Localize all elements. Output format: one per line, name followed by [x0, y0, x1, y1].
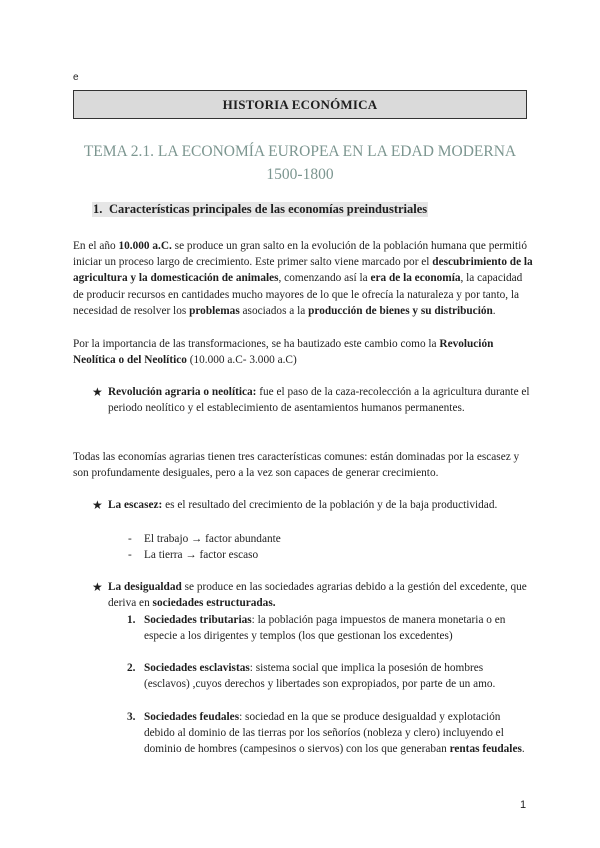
- bold-span: La escasez:: [108, 499, 163, 511]
- bold-span: Revolución Neolítica o del Neolítico: [73, 338, 494, 367]
- bold-span: descubrimiento de la agricultura y la domesticación de animales: [73, 256, 533, 285]
- list-number: 2.: [127, 662, 136, 674]
- list-item-slave: [127, 660, 530, 692]
- bullet-scarcity: [92, 497, 532, 513]
- bold-span: Sociedades tributarias: [144, 614, 252, 626]
- dash-marker: -: [128, 549, 132, 561]
- topic-heading-line2: 1500-1800: [266, 166, 334, 183]
- topic-heading-line1: TEMA 2.1. LA ECONOMÍA EUROPEA EN LA EDAD MODERNA: [83, 143, 517, 160]
- text-span: : sistema social que implica la posesión de hombres (esclavos) ,cuyos derechos y libertades son expropiados, por parte de un amo.: [144, 662, 496, 691]
- section-title: Características principales de las economías preindustriales: [109, 202, 428, 216]
- course-title: HISTORIA ECONÓMICA: [222, 96, 378, 112]
- sub-item-text: La tierra → factor escaso: [144, 549, 259, 561]
- bold-span: rentas feudales: [449, 743, 522, 756]
- bold-span: Sociedades esclavistas: [144, 662, 250, 674]
- course-title-box: [73, 90, 527, 119]
- star-icon: ★: [92, 580, 103, 594]
- text-span: se produce en las sociedades agrarias debido a la gestión del excedente, que deriva en: [108, 581, 527, 610]
- bold-span: Revolución agraria o neolítica:: [108, 386, 257, 398]
- text-span: : la población paga impuestos de manera monetaria o en especie a los dirigentes y templos (los que gestionan los excedentes): [144, 614, 506, 643]
- sub-item: [128, 531, 281, 547]
- characteristics-paragraph: Todas las economías agrarias tienen tres características comunes: están dominadas por la escasez y son profundamente desiguales, pero a la vez son capaces de generar crecimiento.: [73, 451, 520, 480]
- bold-span: Sociedades feudales: [144, 711, 240, 723]
- sub-item: [128, 547, 258, 563]
- text-span: , comenzando así la: [278, 272, 371, 285]
- bold-span: era de la economía: [370, 272, 461, 285]
- sub-item-text: El trabajo → factor abundante: [144, 533, 281, 545]
- dash-marker: -: [128, 533, 132, 545]
- bold-span: problemas: [189, 304, 240, 317]
- text-span: es el resultado del crecimiento de la población y de la baja productividad.: [162, 499, 498, 511]
- text-span: : sociedad en la que se produce desigualdad y explotación debido al dominio de las tierras por los señoríos (nobleza y clero) incluyendo el dominio de hombres (campesinos o siervos) con los que generaban: [144, 711, 504, 756]
- list-item-tributary: [127, 612, 530, 644]
- list-number: 3.: [127, 711, 136, 723]
- corner-mark: e: [73, 72, 79, 83]
- section-number: 1.: [93, 202, 103, 216]
- page-number: 1: [520, 799, 527, 811]
- bold-span: producción de bienes y su distribución: [308, 304, 493, 317]
- text-span: .: [492, 304, 496, 317]
- text-span: En el año: [73, 240, 119, 252]
- list-item-feudal: [127, 709, 530, 758]
- list-number: 1.: [127, 614, 136, 626]
- topic-heading: [73, 140, 527, 186]
- bullet-agrarian-revolution: [92, 384, 532, 416]
- text-span: se produce un gran salto en la evolución de la población humana que permitió iniciar un proceso largo de crecimiento. Este primer salto viene marcado por el: [73, 240, 527, 269]
- section-heading: [92, 202, 428, 217]
- text-span: .: [521, 743, 525, 756]
- bold-span: La desigualdad: [108, 581, 182, 593]
- star-icon: ★: [92, 385, 103, 399]
- text-span: Por la importancia de las transformaciones, se ha bautizado este cambio como la: [73, 338, 440, 350]
- bold-span: 10.000 a.C.: [118, 240, 172, 252]
- text-span: asociados a la: [239, 304, 309, 317]
- text-span: , la capacidad de producir recursos en cantidades mucho mayores de lo que le ofrecía la naturaleza y por tanto, la necesidad de resolver los: [73, 272, 523, 317]
- bullet-inequality: [92, 579, 532, 611]
- intro-paragraph: [73, 238, 533, 319]
- star-icon: ★: [92, 498, 103, 512]
- bold-span: sociedades estructuradas.: [152, 597, 276, 610]
- text-span: fue el paso de la caza-recolección a la agricultura durante el periodo neolítico y el establecimiento de asentamientos humanos permanentes.: [108, 386, 530, 415]
- text-span: (10.000 a.C- 3.000 a.C): [186, 354, 297, 367]
- neolithic-paragraph: [73, 336, 533, 368]
